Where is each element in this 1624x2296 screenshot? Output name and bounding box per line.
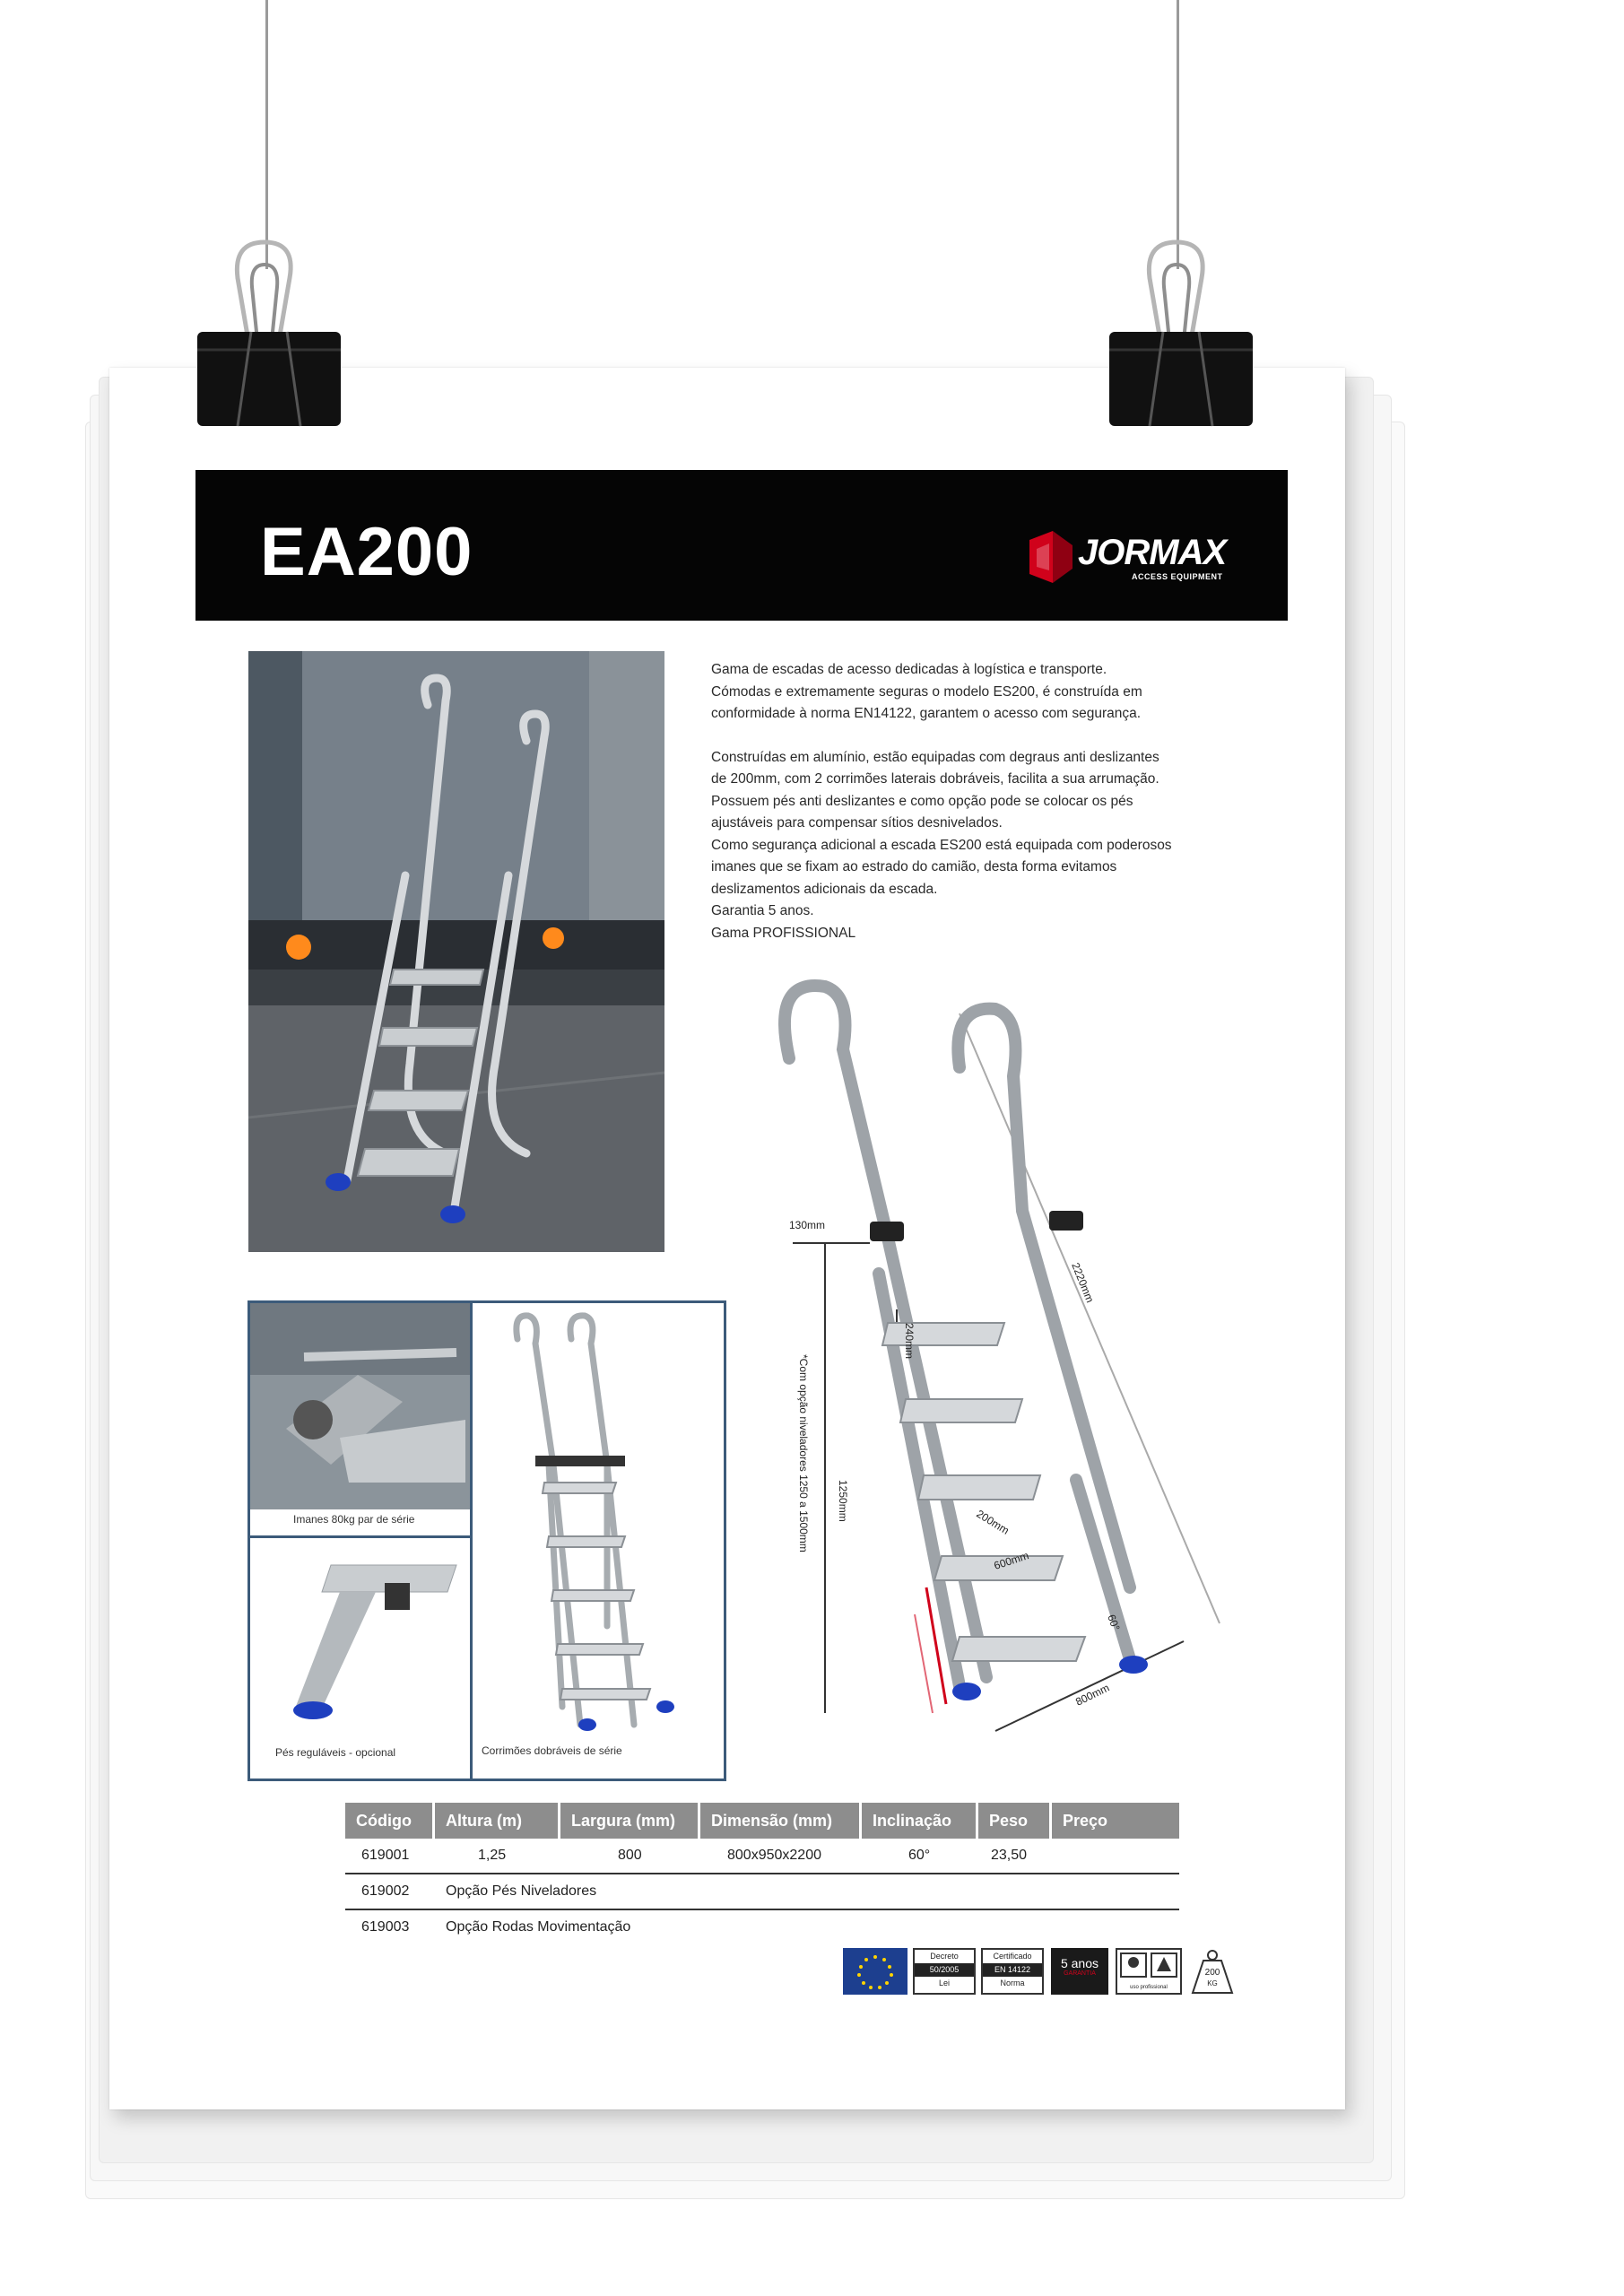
warranty-label: GARANTIA — [1064, 1970, 1096, 1977]
cell-code: 619002 — [361, 1883, 410, 1899]
description-line: Construídas em alumínio, estão equipadas com degraus anti deslizantes — [711, 749, 1159, 765]
binder-clip-right-icon — [1105, 224, 1257, 430]
jormax-mark-icon — [1026, 531, 1076, 583]
header-price: Preço — [1052, 1803, 1179, 1839]
cell-option: Opção Pés Niveladores — [446, 1883, 597, 1899]
max-load-value: 200 — [1204, 1968, 1220, 1978]
jormax-logo — [1026, 535, 1232, 588]
professional-use-badge — [1116, 1948, 1182, 1995]
decreto-badge — [913, 1948, 976, 1995]
description-line: Gama de escadas de acesso dedicadas à logística e transporte. — [711, 662, 1107, 677]
certificado-badge — [981, 1948, 1044, 1995]
table-row — [345, 1839, 1179, 1874]
ladder-dimension-diagram — [753, 978, 1255, 1749]
cell-option: Opção Rodas Movimentação — [446, 1919, 631, 1935]
dim-2220: 2220mm — [1069, 1260, 1097, 1305]
header-height: Altura (m) — [435, 1803, 560, 1839]
dim-angle: 60° — [1105, 1613, 1123, 1633]
binder-clip-left-icon — [193, 224, 345, 430]
certificado-norma: Norma — [1000, 1979, 1025, 1987]
table-row — [345, 1874, 1179, 1910]
decreto-number: 50/2005 — [915, 1963, 974, 1977]
title-bar — [195, 470, 1288, 621]
caption-rails: Corrimões dobráveis de série — [482, 1744, 622, 1757]
dim-1250: 1250mm — [837, 1480, 849, 1522]
detail-rails-panel — [470, 1300, 726, 1781]
professional-use-icon — [1117, 1950, 1180, 1980]
description-line: de 200mm, com 2 corrimões laterais dobráveis, facilita a sua arrumação. — [711, 771, 1159, 787]
description-line: imanes que se fixam ao estrado do camião, desta forma evitamos — [711, 859, 1117, 874]
product-description — [711, 659, 1267, 944]
dim-step: 240mm — [903, 1323, 916, 1360]
certificado-label: Certificado — [993, 1952, 1032, 1961]
description-line: Gama PROFISSIONAL — [711, 925, 856, 941]
product-photo — [248, 651, 664, 1252]
description-line: conformidade à norma EN14122, garantem o acesso com segurança. — [711, 706, 1142, 721]
adjustable-feet-illustration — [250, 1538, 473, 1744]
description-line: Cómodas e extremamente seguras o modelo ES200, é construída em — [711, 683, 1142, 700]
description-line: Garantia 5 anos. — [711, 903, 814, 918]
dim-130: 130mm — [789, 1219, 826, 1231]
product-table — [345, 1803, 1179, 1944]
cell-code: 619003 — [361, 1919, 410, 1935]
ladder-photo-illustration — [248, 651, 664, 1252]
max-load-badge — [1189, 1948, 1236, 1995]
folding-rails-illustration — [473, 1303, 724, 1743]
dim-200: 200mm — [974, 1507, 1012, 1537]
caption-feet: Pés reguláveis - opcional — [275, 1746, 396, 1759]
cell-dimension: 800x950x2200 — [727, 1848, 821, 1863]
header-width: Largura (mm) — [560, 1803, 700, 1839]
brand-tagline: ACCESS EQUIPMENT — [1132, 572, 1223, 581]
header-dimension: Dimensão (mm) — [700, 1803, 862, 1839]
cell-width: 800 — [618, 1848, 642, 1863]
table-row — [345, 1910, 1179, 1944]
max-load-unit: KG — [1207, 1979, 1218, 1987]
dim-600: 600mm — [992, 1549, 1030, 1572]
warranty-years: 5 anos — [1060, 1956, 1099, 1970]
description-line: Como segurança adicional a escada ES200 está equipada com poderosos — [711, 837, 1172, 853]
decreto-lei: Lei — [938, 1979, 950, 1987]
dim-note: *Com opção niveladores 1250 a 1500mm — [797, 1354, 810, 1552]
decreto-label: Decreto — [930, 1952, 959, 1961]
table-header — [345, 1803, 1179, 1839]
professional-use-label: uso profissional — [1130, 1985, 1168, 1990]
cell-code: 619001 — [361, 1848, 410, 1863]
magnets-detail-illustration — [250, 1303, 473, 1509]
description-line: ajustáveis para compensar sítios desnivelados. — [711, 815, 1003, 831]
header-code: Código — [345, 1803, 435, 1839]
description-line: Possuem pés anti deslizantes e como opção pode se colocar os pés — [711, 793, 1133, 809]
description-line: deslizamentos adicionais da escada. — [711, 881, 938, 897]
brand-name: JORMAX — [1078, 533, 1227, 572]
cell-height: 1,25 — [478, 1848, 507, 1863]
warranty-badge — [1051, 1948, 1108, 1995]
header-inclination: Inclinação — [862, 1803, 978, 1839]
certificado-number: EN 14122 — [983, 1963, 1042, 1977]
eu-flag-icon — [843, 1948, 908, 1995]
detail-feet-panel — [248, 1535, 475, 1781]
cell-inclination: 60° — [908, 1848, 931, 1863]
cell-weight: 23,50 — [991, 1848, 1028, 1863]
product-title: EA200 — [260, 514, 473, 590]
header-weight: Peso — [978, 1803, 1052, 1839]
detail-magnets-panel — [248, 1300, 475, 1541]
dim-800: 800mm — [1073, 1681, 1112, 1709]
caption-magnets: Imanes 80kg par de série — [293, 1513, 415, 1526]
